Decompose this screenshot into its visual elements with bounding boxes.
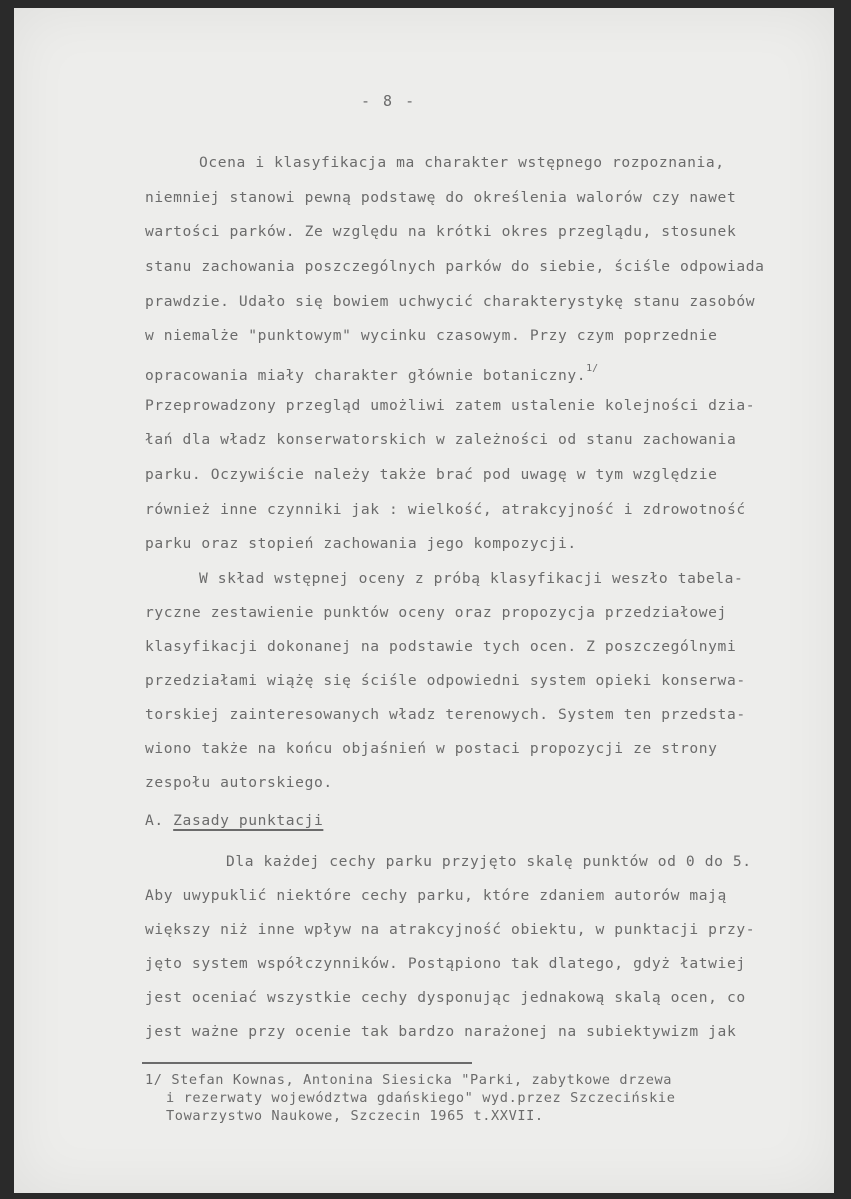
paragraph4-line: jęto system współczynników. Postąpiono tak dlatego, gdyż łatwiej [145,955,746,972]
paragraph4-line: Aby uwypuklić niektóre cechy parku, które zdaniem autorów mają [145,887,727,904]
paragraph1-line: w niemalże "punktowym" wycinku czasowym. Przy czym poprzednie [145,327,718,344]
footnote-line: i rezerwaty województwa gdańskiego" wyd.przez Szczecińskie [166,1090,676,1106]
paragraph1-line: Ocena i klasyfikacja ma charakter wstępnego rozpoznania, [199,154,725,171]
paragraph4-line: większy niż inne wpływ na atrakcyjność obiektu, w punktacji przy- [145,921,756,938]
paragraph3-line: klasyfikacji dokonanej na podstawie tych ocen. Z poszczególnymi [145,638,737,655]
section-heading-title: Zasady punktacji [173,812,324,829]
paragraph4-line: jest ważne przy ocenie tak bardzo narażonej na subiektywizm jak [145,1023,737,1040]
paragraph2-line: również inne czynniki jak : wielkość, atrakcyjność i zdrowotność [145,501,746,518]
section-heading-prefix: A. [145,812,164,829]
paragraph2-line: parku. Oczywiście należy także brać pod uwagę w tym względzie [145,466,718,483]
section-heading [145,814,323,829]
paragraph3-line: przedziałami wiążę się ściśle odpowiedni system opieki konserwa- [145,672,746,689]
paragraph1-line: opracowania miały charakter głównie botaniczny. [145,367,587,384]
paragraph3-line: wiono także na końcu objaśnień w postaci propozycji ze strony [145,740,718,757]
document-page [14,8,834,1193]
paragraph1-line: stanu zachowania poszczególnych parków do siebie, ściśle odpowiada [145,258,765,275]
page-number: - 8 - [361,92,417,110]
paragraph2-line: parku oraz stopień zachowania jego kompozycji. [145,535,577,552]
paragraph3-line: ryczne zestawienie punktów oceny oraz propozycja przedziałowej [145,604,727,621]
paragraph4-line: Dla każdej cechy parku przyjęto skalę punktów od 0 do 5. [226,853,752,870]
footnote-reference: 1/ [586,363,599,374]
paragraph1-line: prawdzie. Udało się bowiem uchwycić charakterystykę stanu zasobów [145,293,756,310]
paragraph1-line: niemniej stanowi pewną podstawę do określenia walorów czy nawet [145,189,737,206]
paragraph3-line: torskiej zainteresowanych władz terenowych. System ten przedsta- [145,706,746,723]
paragraph2-line: Przeprowadzony przegląd umożliwi zatem ustalenie kolejności dzia- [145,397,756,414]
paragraph1-line: wartości parków. Ze względu na krótki okres przeglądu, stosunek [145,223,737,240]
paragraph3-line: W skład wstępnej oceny z próbą klasyfikacji weszło tabela- [199,570,744,587]
footnote-line: 1/ Stefan Kownas, Antonina Siesicka "Parki, zabytkowe drzewa [145,1072,673,1088]
footnote-line: Towarzystwo Naukowe, Szczecin 1965 t.XXVII. [166,1108,544,1124]
paragraph4-line: jest oceniać wszystkie cechy dysponując jednakową skalą ocen, co [145,989,746,1006]
paragraph3-line: zespołu autorskiego. [145,774,333,791]
footnote-separator [142,1062,472,1064]
paragraph2-line: łań dla władz konserwatorskich w zależności od stanu zachowania [145,431,737,448]
paragraph1-last-line [145,364,598,384]
